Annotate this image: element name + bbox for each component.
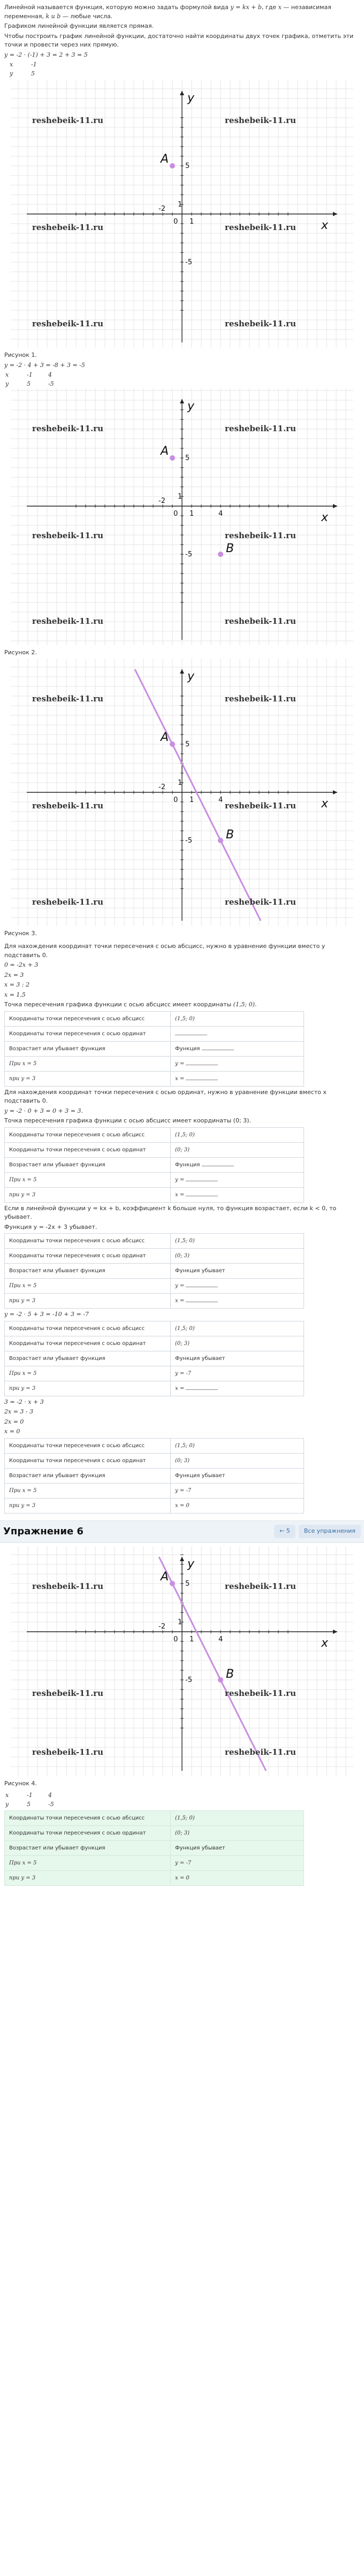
tick-label-1: 1 [178,493,183,501]
intro-paragraph-3: Чтобы построить график линейной функции, достаточно найти координаты двух точек графика, отметить эти точки и провести через них прямую. [4,32,354,48]
all-exercises-button[interactable]: Все упражнения [299,1525,361,1538]
table-row: При x = 5 y = [5,1056,304,1071]
tick-label-1: 1 [178,778,183,787]
answer-table-1 [4,1011,304,1087]
table-row: Возрастает или убывает функция Функция убывает [5,1468,304,1483]
y-axis-label: y [187,669,195,683]
watermark: reshebeik-11.ru [225,424,296,433]
tick-label-4: 4 [218,1635,223,1644]
x-intercept-conclusion: Точка пересечения графика функции с осью абсцисс имеет координаты (1,5; 0). [4,1001,257,1008]
point-b [218,552,223,557]
figure-1-caption: Рисунок 1. [4,351,37,358]
monotonic-rule: Если в линейной функции y = kx + b, коэффициент k больше нуля, то функция возрастает, если k < 0, то убывает. [4,1204,337,1220]
point-a [170,163,175,169]
table-row: При x = 5 y = -7 [5,1366,304,1381]
table-row: Координаты точки пересечения с осью ординат (0; 3) [5,1249,304,1264]
tick-label-x-1: 1 [189,510,194,518]
intro-paragraph-2: Графиком линейной функции является прямая. [4,22,154,29]
table-row: Координаты точки пересечения с осью абсцисс (1,5; 0) [5,1438,304,1453]
table-row: при y = 3 x = [5,1187,304,1202]
tick-label-1: 1 [178,1618,183,1626]
table-row: Координаты точки пересечения с осью абсцисс (1,5; 0) [5,1321,304,1336]
watermark: reshebeik-11.ru [225,223,296,232]
table-row: Координаты точки пересечения с осью ординат (0; 3) [5,1142,304,1157]
table-row: Координаты точки пересечения с осью ординат (0; 3) [5,1453,304,1468]
watermark: reshebeik-11.ru [32,693,103,704]
tick-label-neg-5: -5 [185,1676,192,1684]
x-axis-arrow [333,790,337,794]
y-axis-label: y [187,1557,195,1571]
point-a-label: A [161,445,169,458]
table-row: Координаты точки пересечения с осью ординат [5,1026,304,1041]
tick-label-neg-5: -5 [185,551,192,559]
watermark: reshebeik-11.ru [32,800,103,811]
watermark: reshebeik-11.ru [225,116,296,125]
table-row: Возрастает или убывает функция Функция убывает [5,1264,304,1279]
graph-4-svg [11,1546,353,1776]
prev-exercise-button[interactable]: ← 5 [274,1525,295,1538]
graph-3-svg [11,659,353,926]
point-b [218,838,223,843]
watermark: reshebeik-11.ru [32,616,103,626]
watermark: reshebeik-11.ru [32,1688,103,1698]
table-row: Координаты точки пересечения с осью абсцисс (1,5; 0) [5,1811,304,1826]
tick-label-1: 1 [178,201,183,209]
tick-label-4: 4 [218,510,223,518]
y-axis-arrow [180,91,184,95]
watermark: reshebeik-11.ru [225,1581,296,1591]
watermark: reshebeik-11.ru [32,223,103,232]
figure-4-caption: Рисунок 4. [4,1779,37,1787]
table-row: при y = 3 x = 0 [5,1871,304,1886]
tick-label-neg-5: -5 [185,258,192,266]
table-row: при y = 3 x = [5,1071,304,1086]
tick-label-5: 5 [185,454,190,462]
watermark: reshebeik-11.ru [32,319,103,328]
graph-4 [11,1546,353,1776]
eq-6: y = -2 · 5 + 3 = -10 + 3 = -7 [4,1311,89,1318]
table-row: Возрастает или убывает функция Функция [5,1157,304,1172]
y-intercept-conclusion: Точка пересечения графика функции с осью абсцисс имеет координаты (0; 3). [4,1117,251,1124]
y-axis-arrow [180,1557,184,1561]
watermark: reshebeik-11.ru [225,1747,296,1757]
intro-section [0,0,364,80]
watermark: reshebeik-11.ru [32,1581,103,1591]
table-row: При x = 5 y = [5,1172,304,1187]
origin-label: 0 [173,796,178,804]
watermark: reshebeik-11.ru [32,424,103,433]
x-intercept-section [0,939,364,1517]
y-axis-label: y [187,91,195,105]
eq-9: 2x = 0 [4,1418,24,1425]
watermark: reshebeik-11.ru [32,531,103,540]
answer-table-3 [4,1233,304,1309]
point-b-label: B [226,828,234,842]
figure-2-caption: Рисунок 2. [4,649,37,656]
watermark: reshebeik-11.ru [225,693,296,704]
origin-label: 0 [173,510,178,518]
watermark: reshebeik-11.ru [225,531,296,540]
point-a-label: A [161,1570,169,1584]
tick-label-x-1: 1 [189,1635,194,1644]
answer-table-final [4,1810,304,1886]
table-row: При x = 5 y = [5,1279,304,1294]
answer-table-5 [4,1438,304,1514]
point-b-label: B [226,542,234,555]
x-axis-arrow [333,1630,337,1634]
y-axis-arrow [180,669,184,674]
table-row: Возрастает или убывает функция Функция убывает [5,1841,304,1856]
point-a [170,1581,175,1586]
calc-1: y = -2 · (-1) + 3 = 2 + 3 = 5 [4,51,88,58]
y-intercept-intro: Для нахождения координат точки пересечения с осью ординат, нужно в уравнение функции вместо x подставить 0. [4,1088,327,1104]
x-axis-arrow [333,212,337,216]
eq-1: 0 = -2x + 3 [4,961,39,968]
tick-label-neg-2: -2 [158,205,165,213]
values-table-1: x -1 y 5 [10,61,37,77]
graph-3 [11,659,353,926]
tick-label-neg-2: -2 [158,783,165,791]
tick-label-x-1: 1 [189,796,194,804]
tick-label-5: 5 [185,1579,190,1588]
watermark: reshebeik-11.ru [32,1747,103,1757]
point-b [218,1677,223,1683]
watermark: reshebeik-11.ru [225,800,296,811]
exercise-title: Упражнение 6 [3,1526,84,1537]
tick-label-neg-5: -5 [185,836,192,845]
graph-1 [11,80,353,348]
table-row: при y = 3 x = [5,1294,304,1309]
table-row: При x = 5 y = -7 [5,1856,304,1871]
x-axis-label: x [321,219,329,232]
x-axis-label: x [321,797,329,811]
monotonic-conclusion: Функция y = -2x + 3 убывает. [4,1223,97,1230]
point-a [170,742,175,747]
watermark: reshebeik-11.ru [32,116,103,125]
answer-table-2 [4,1127,304,1203]
values-table-final: x -1 4 y 5 -5 [5,1792,54,1808]
table-row: При x = 5 y = -7 [5,1483,304,1498]
tick-label-5: 5 [185,162,190,170]
eq-3: x = 3 : 2 [4,981,30,988]
watermark: reshebeik-11.ru [225,319,296,328]
table-row: Возрастает или убывает функция Функция убывает [5,1351,304,1366]
table-row: Координаты точки пересечения с осью абсцисс (1,5; 0) [5,1011,304,1026]
table-row: Возрастает или убывает функция Функция [5,1041,304,1056]
table-row: при y = 3 x = 0 [5,1498,304,1513]
point-a-label: A [161,730,169,744]
watermark: reshebeik-11.ru [32,897,103,907]
calc-2: y = -2 · 4 + 3 = -8 + 3 = -5 [4,361,85,369]
table-row: Координаты точки пересечения с осью ординат (0; 3) [5,1336,304,1351]
point-a-label: A [161,152,169,166]
tick-label-x-1: 1 [189,218,194,226]
x-axis-label: x [321,511,329,524]
table-row: Координаты точки пересечения с осью абсцисс (1,5; 0) [5,1127,304,1142]
eq-2: 2x = 3 [4,971,24,979]
tick-label-5: 5 [185,740,190,748]
watermark: reshebeik-11.ru [225,897,296,907]
point-b-label: B [226,1667,234,1681]
table-row: Координаты точки пересечения с осью абсцисс (1,5; 0) [5,1234,304,1249]
table-row: при y = 3 x = [5,1381,304,1396]
eq-7: 3 = -2 · x + 3 [4,1398,44,1405]
figure-3-caption: Рисунок 3. [4,929,37,937]
point-a [170,455,175,461]
y-axis-label: y [187,400,195,413]
eq-10: x = 0 [4,1428,20,1435]
tick-label-4: 4 [218,796,223,804]
x-axis-label: x [321,1636,329,1650]
tick-label-neg-2: -2 [158,1622,165,1631]
values-table-2: x -1 4 y 5 -5 [5,371,54,387]
eq-5: y = -2 · 0 + 3 = 0 + 3 = 3. [4,1107,83,1114]
eq-4: x = 1,5 [4,991,26,998]
origin-label: 0 [173,1635,178,1644]
watermark: reshebeik-11.ru [225,1688,296,1698]
x-axis-arrow [333,504,337,508]
graph-1-svg [11,80,353,348]
x-intercept-intro: Для нахождения координат точки пересечения с осью абсцисс, нужно в уравнение функции вместо y подставить 0. [4,943,325,959]
intro-paragraph-1: Линейной называется функция, которую можно задать формулой вида y = kx + b, где x — независимая переменная, k и b — любые числа. [4,4,331,20]
watermark: reshebeik-11.ru [225,616,296,626]
exercise-nav-bar [0,1520,364,1543]
origin-label: 0 [173,218,178,226]
table-row: Координаты точки пересечения с осью ординат (0; 3) [5,1826,304,1841]
graph-2-svg [11,388,353,645]
graph-2 [11,388,353,645]
answer-table-4 [4,1321,304,1396]
tick-label-neg-2: -2 [158,497,165,505]
function-line [135,669,261,921]
eq-8: 2x = 3 - 3 [4,1408,34,1415]
y-axis-arrow [180,399,184,403]
